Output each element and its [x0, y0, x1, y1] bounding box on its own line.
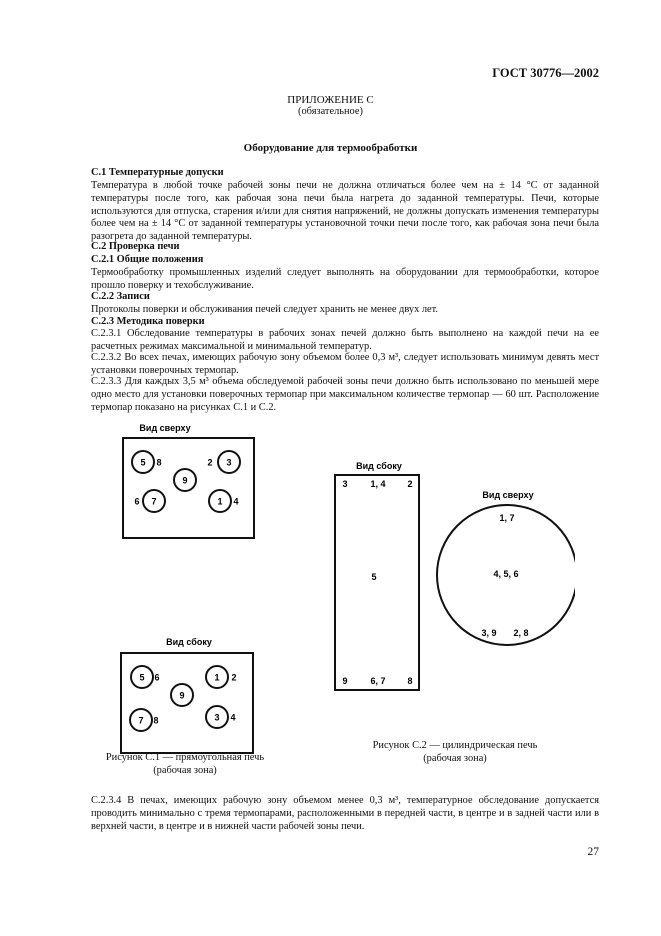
fig2-circle-br: 2, 8: [513, 628, 529, 638]
appendix-title: ПРИЛОЖЕНИЕ С: [287, 94, 374, 106]
fig1-side-num-1: 1: [214, 672, 220, 683]
fig1-side-label-2: 2: [231, 672, 237, 683]
fig1-top-label-8: 8: [156, 457, 162, 468]
section-c21-title: С.2.1 Общие положения: [91, 254, 204, 265]
section-c22-title: С.2.2 Записи: [91, 291, 150, 302]
fig1-side-rect: [121, 653, 253, 753]
fig1-side-label: Вид сбоку: [166, 637, 212, 647]
fig2-side-rect: [335, 475, 419, 690]
figure-c1-caption-line2: (рабочая зона): [153, 765, 217, 776]
figure-c1: [90, 418, 290, 758]
figure-c1-caption-line1: Рисунок С.1 — прямоугольная печь: [105, 752, 265, 763]
fig1-top-num-9: 9: [182, 475, 188, 486]
fig1-top-label: Вид сверху: [139, 423, 191, 433]
fig1-top-label-2: 2: [207, 457, 213, 468]
page-number: 27: [587, 846, 599, 858]
fig1-side-num-9: 9: [179, 690, 185, 701]
section-c1-title: С.1 Температурные допуски: [91, 167, 224, 178]
fig1-top-num-3: 3: [226, 457, 232, 468]
section-c232-text: С.2.3.2 Во всех печах, имеющих рабочую зону объемом более 0,3 м³, следует использовать минимум девять мест установки поверочных термопар.: [91, 352, 599, 376]
fig1-top-label-4: 4: [233, 496, 239, 507]
section-c22-text: Протоколы поверки и обслуживания печей следует хранить не менее двух лет.: [91, 304, 439, 315]
fig1-top-label-6: 6: [134, 496, 140, 507]
fig2-circle-mid: 4, 5, 6: [493, 569, 519, 579]
section-c234-text: С.2.3.4 В печах, имеющих рабочую зону объемом менее 0,3 м³, температурное обследование допускается проводить минимально с тремя термопарами, расположенными в передней части, в центре и в задней части или в верхней части, в центре и в нижней части рабочей зоны печи.: [91, 795, 599, 832]
fig2-rect-bl: 9: [342, 676, 348, 686]
section-c231-text: С.2.3.1 Обследование температуры в рабочих зонах печей должно быть выполнено на каждой печи на ее расчетных режимах максимальной и минимальной температур.: [91, 328, 599, 352]
fig2-rect-br: 8: [407, 676, 413, 686]
figure-c2-caption-line1: Рисунок С.2 — цилиндрическая печь: [372, 740, 538, 751]
fig1-top-num-7: 7: [151, 496, 157, 507]
appendix-heading: Оборудование для термообработки: [243, 142, 418, 154]
standard-number: ГОСТ 30776—2002: [492, 66, 599, 80]
fig1-side-num-7: 7: [138, 715, 144, 726]
fig1-side-label-6: 6: [154, 672, 160, 683]
section-c21-text: Термообработку промышленных изделий следует выполнять на оборудовании для термообработки, которое прошло поверку и техобслуживание.: [91, 267, 599, 291]
fig1-side-label-8: 8: [153, 715, 159, 726]
fig2-rect-bc: 6, 7: [370, 676, 386, 686]
fig1-side-label-4: 4: [230, 712, 236, 723]
fig2-circle-top: 1, 7: [499, 513, 515, 523]
fig2-rect-tr: 2: [407, 479, 413, 489]
figure-c2: [325, 455, 575, 695]
section-c1-text: Температура в любой точке рабочей зоны печи не должна отличаться более чем на ± 14 °С от заданной температуры после того, как рабочая зона печи была нагрета до заданной температуры. Печи, которые используются для отпуска, старения и/или для снятия напряжений, не должны допускать изменения температуры более чем на ± 14 °С от заданной температуры установочной точки печи после того, как рабочая зона печи была разогрета до заданной температуры.: [91, 180, 599, 243]
section-c233-text: С.2.3.3 Для каждых 3,5 м³ объема обследуемой рабочей зоны печи должно быть использовано по меньшей мере одно место для установки поверочных термопар при максимальном количестве термопар — 60 шт. Расположение термопар показано на рисунках С.1 и С.2.: [91, 376, 599, 413]
fig2-rect-mid: 5: [371, 572, 377, 582]
fig1-side-num-3: 3: [214, 712, 220, 723]
fig1-side-num-5: 5: [139, 672, 145, 683]
fig2-circle-bl: 3, 9: [481, 628, 497, 638]
fig1-top-num-1: 1: [217, 496, 223, 507]
figure-c2-caption: [355, 739, 555, 765]
figure-c1-caption: [90, 751, 280, 777]
fig2-rect-tl: 3: [342, 479, 348, 489]
fig2-rect-tc: 1, 4: [370, 479, 386, 489]
section-c23-title: С.2.3 Методика поверки: [91, 316, 205, 327]
section-c2-title: С.2 Проверка печи: [91, 241, 180, 252]
appendix-status: (обязательное): [298, 106, 363, 117]
fig2-side-label: Вид сбоку: [356, 461, 402, 471]
fig1-top-num-5: 5: [140, 457, 146, 468]
figure-c2-caption-line2: (рабочая зона): [423, 753, 487, 764]
fig2-top-label: Вид сверху: [482, 490, 534, 500]
